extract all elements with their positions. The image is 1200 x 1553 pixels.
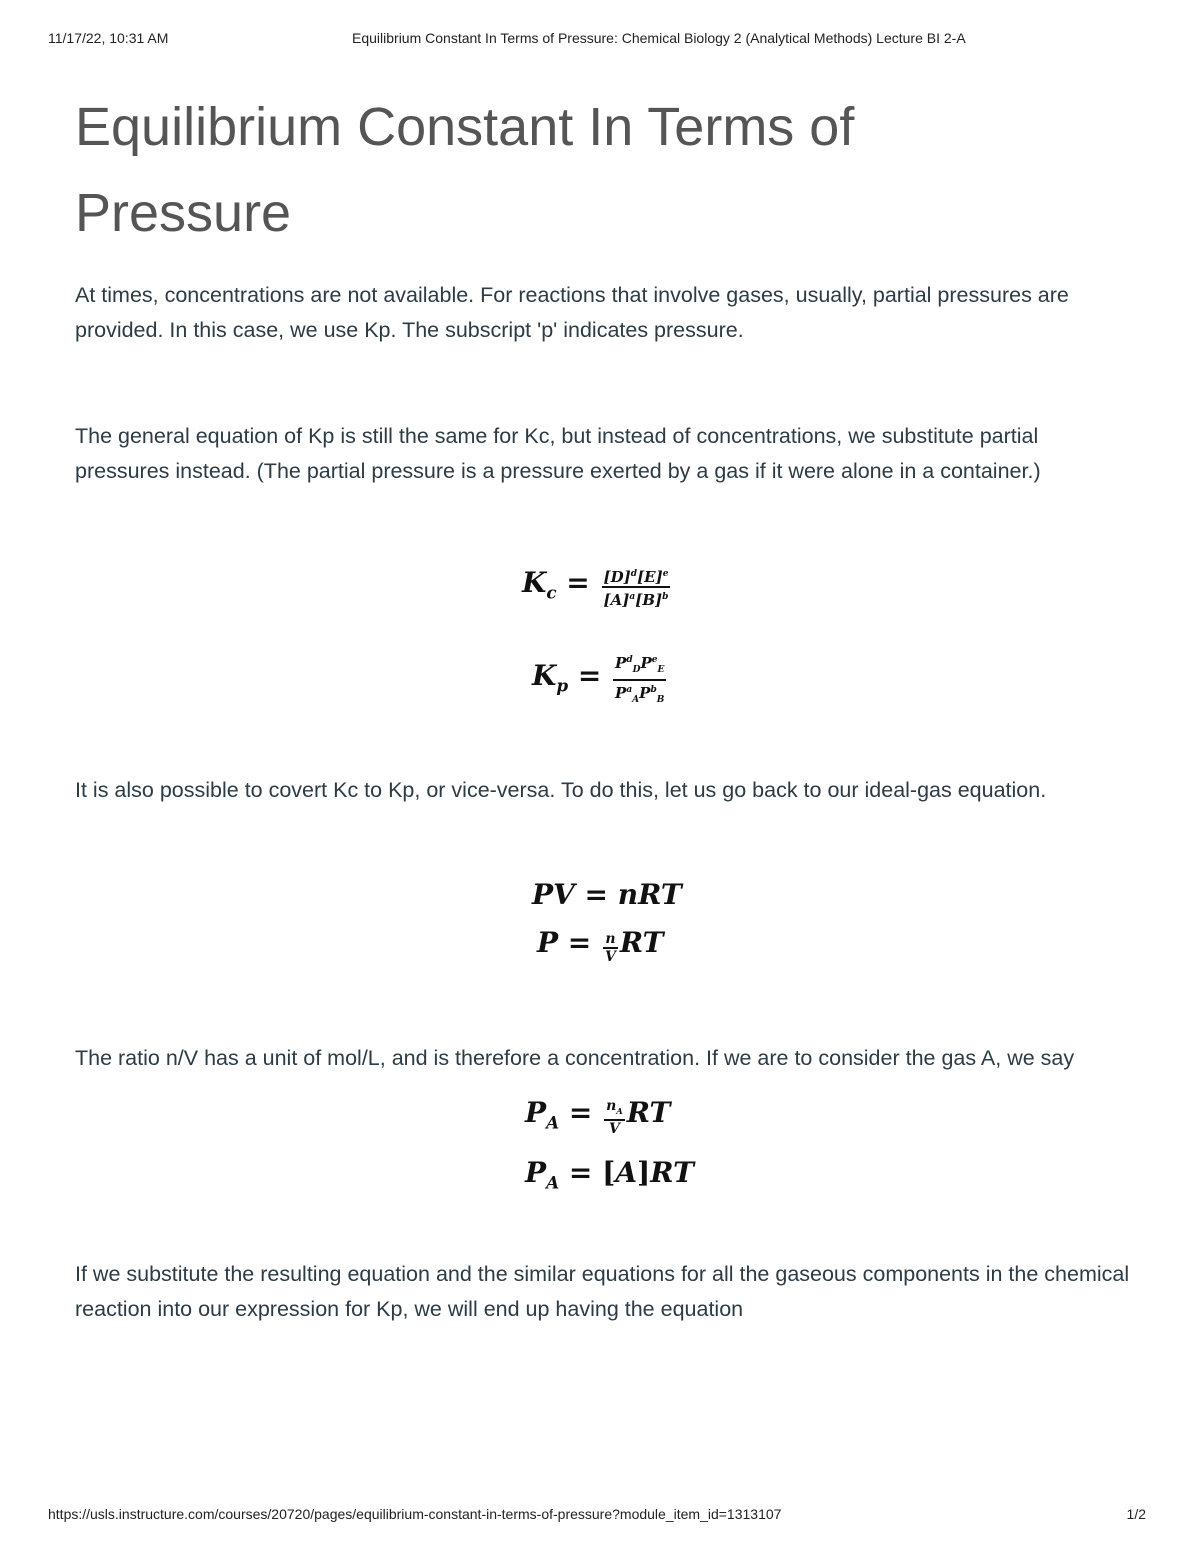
equation-block-kc-kp: [75, 489, 1135, 773]
print-url: https://usls.instructure.com/courses/20720/pages/equilibrium-constant-in-terms-of-pressure?module_item_id=1313107: [48, 1506, 782, 1522]
equation-block-ideal-gas: [75, 808, 1135, 1041]
equation-ideal-gas: PV = nRT: [532, 878, 682, 911]
print-header: [48, 30, 1152, 50]
paragraph-convert: It is also possible to covert Kc to Kp, or vice-versa. To do this, let us go back to our ideal-gas equation.: [75, 778, 1047, 802]
print-date: 11/17/22, 10:31 AM: [48, 30, 169, 46]
print-footer: [48, 1506, 1152, 1526]
page-title: Equilibrium Constant In Terms of Pressure: [75, 97, 855, 243]
paragraph-intro: At times, concentrations are not available. For reactions that involve gases, usually, partial pressures are provided. In this case, we use Kp. The subscript 'p' indicates pressure.: [75, 283, 1069, 342]
print-document-title: Equilibrium Constant In Terms of Pressure: Chemical Biology 2 (Analytical Methods) Lecture BI 2-A: [352, 30, 966, 46]
page-content: [75, 84, 1135, 1327]
equation-pa-concentration: $P_A = [A]RT$: [525, 1156, 694, 1193]
equation-kp: $K_p$ = $\frac{P^d_DP^e_E}{P^a_AP^b_B}$: [532, 651, 668, 709]
equation-pressure: P = $\frac{n}{V}$ RT: [537, 926, 664, 965]
page-number: 1/2: [1126, 1506, 1146, 1522]
paragraph-substitute: If we substitute the resulting equation and the similar equations for all the gaseous components in the chemical reaction into our expression for Kp, we will end up having the equation: [75, 1262, 1130, 1321]
equation-pa-moles: $P_A$ = $\frac{n_A}{V}$ RT: [525, 1096, 671, 1137]
equation-block-partial-pressure: [75, 1076, 1135, 1257]
equation-kc: $K_c$ = $\frac{[D]^d[E]^e}{[A]^a[B]^b}$: [522, 565, 669, 609]
paragraph-ratio: The ratio n/V has a unit of mol/L, and is therefore a concentration. If we are to consider the gas A, we say: [75, 1046, 1075, 1070]
paragraph-general-equation: The general equation of Kp is still the same for Kc, but instead of concentrations, we substitute partial pressures instead. (The partial pressure is a pressure exerted by a gas if it were alone in a container.): [75, 424, 1041, 483]
